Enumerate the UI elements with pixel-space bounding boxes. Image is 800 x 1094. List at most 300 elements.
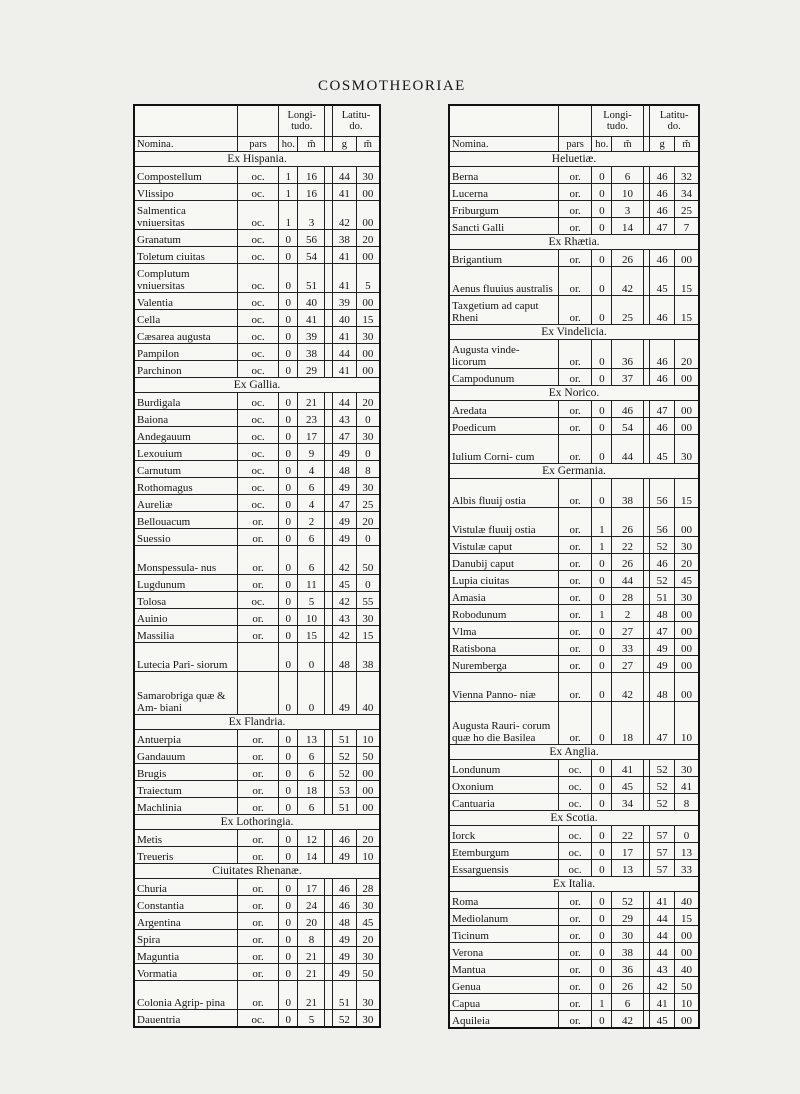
place-name: Aenus fluuius australis [449,267,558,296]
spacer-cell [643,508,650,537]
place-name: Cella [134,310,238,327]
longitude-minutes-cell: 13 [298,730,325,747]
pars-cell: oc. [238,247,279,264]
spacer-cell [643,673,650,702]
longitude-minutes-cell: 15 [298,626,325,643]
longitude-hours-cell: 0 [279,896,298,913]
pars-cell: or. [558,167,591,184]
spacer-cell [643,977,650,994]
place-name: Machlinia [134,798,238,815]
pars-cell: oc. [238,427,279,444]
latitude-minutes-cell: 00 [356,344,380,361]
longitude-minutes-cell: 33 [612,639,643,656]
place-name: Mediolanum [449,909,558,926]
spacer-cell [325,747,333,764]
section-header-row [134,378,380,393]
table-row [134,964,380,981]
place-name: Bellouacum [134,512,238,529]
latitude-minutes-cell: 20 [356,393,380,410]
longitude-minutes-cell: 29 [298,361,325,378]
latitude-minutes-cell: 30 [356,1010,380,1028]
place-name: Vistulæ caput [449,537,558,554]
spacer-cell [643,960,650,977]
header-spacer [325,137,333,152]
latitude-degrees-cell: 47 [650,401,675,418]
spacer-cell [325,781,333,798]
pars-cell [238,672,279,715]
longitude-hours-cell: 0 [592,571,612,588]
table-row [449,994,699,1011]
pars-cell: or. [558,673,591,702]
latitude-degrees-cell: 48 [332,913,356,930]
pars-cell: or. [558,1011,591,1029]
place-name: Pampilon [134,344,238,361]
longitude-minutes-cell: 6 [612,994,643,1011]
spacer-cell [643,571,650,588]
latitude-minutes-cell: 38 [356,643,380,672]
pars-cell: or. [558,554,591,571]
place-name: Churia [134,879,238,896]
latitude-minutes-cell: 15 [674,479,699,508]
table-row [134,879,380,896]
place-name: Londunum [449,760,558,777]
pars-cell: or. [558,201,591,218]
longitude-hours-cell: 0 [592,860,612,877]
pars-cell: or. [558,892,591,909]
latitude-minutes-cell: 25 [356,495,380,512]
table-row [134,930,380,947]
pars-cell: oc. [238,495,279,512]
place-name: Samarobriga quæ & Am- biani [134,672,238,715]
latitude-minutes-cell: 00 [356,201,380,230]
place-name: Iulium Corni- cum [449,435,558,464]
pars-cell: oc. [238,361,279,378]
table-row [134,529,380,546]
longitude-hours-cell: 0 [592,167,612,184]
latitude-degrees-cell: 41 [332,184,356,201]
place-name: Mantua [449,960,558,977]
longitude-hours-cell: 1 [279,201,298,230]
section-heading: Ex Hispania. [134,152,380,167]
longitude-hours-cell: 0 [592,267,612,296]
latitude-minutes-cell: 15 [356,626,380,643]
latitude-degrees-cell: 46 [332,879,356,896]
longitude-hours-cell: 0 [592,702,612,745]
place-name: Vienna Panno- niæ [449,673,558,702]
longitude-minutes-cell: 14 [298,847,325,864]
longitude-hours-cell: 0 [279,781,298,798]
latitude-minutes-cell: 8 [356,461,380,478]
longitude-minutes-cell: 22 [612,826,643,843]
latitude-degrees-cell: 41 [332,264,356,293]
latitude-minutes-cell: 00 [356,247,380,264]
place-name: Iorck [449,826,558,843]
pars-cell: or. [238,964,279,981]
longitude-minutes-cell: 44 [612,435,643,464]
latitude-degrees-cell: 42 [650,977,675,994]
longitude-hours-cell: 0 [592,479,612,508]
latitude-degrees-cell: 42 [332,546,356,575]
table-row [449,605,699,622]
place-name: Amasia [449,588,558,605]
latitude-minutes-cell: 00 [674,639,699,656]
latitude-minutes-cell: 0 [356,575,380,592]
table-row [134,293,380,310]
latitude-minutes-cell: 13 [674,843,699,860]
latitude-minutes-cell: 30 [356,609,380,626]
longitude-minutes-cell: 6 [612,167,643,184]
longitude-minutes-cell: 3 [612,201,643,218]
pars-cell: or. [238,879,279,896]
latitude-minutes-cell: 00 [674,605,699,622]
place-name: Augusta Rauri- corum quæ ho die Basilea [449,702,558,745]
spacer-cell [325,964,333,981]
pars-cell: oc. [238,327,279,344]
longitude-minutes-cell: 39 [298,327,325,344]
latitude-minutes-cell: 30 [356,947,380,964]
latitude-degrees-cell: 43 [332,410,356,427]
latitude-minutes-cell: 15 [674,909,699,926]
longitude-minutes-cell: 0 [298,672,325,715]
latitude-degrees-cell: 57 [650,826,675,843]
latitude-degrees-cell: 42 [332,626,356,643]
spacer-cell [325,879,333,896]
latitude-minutes-cell: 20 [674,340,699,369]
place-name: Taxgetium ad caput Rheni [449,296,558,325]
latitude-minutes-cell: 45 [674,571,699,588]
latitude-minutes-cell: 00 [356,184,380,201]
section-heading: Ex Flandria. [134,715,380,730]
place-name: Andegauum [134,427,238,444]
place-name: Lexouium [134,444,238,461]
latitude-minutes-cell: 41 [674,777,699,794]
latitude-degrees-cell: 49 [332,930,356,947]
latitude-minutes-cell: 7 [674,218,699,235]
longitude-minutes-cell: 38 [612,943,643,960]
pars-cell: or. [238,930,279,947]
longitude-hours-cell: 0 [279,730,298,747]
spacer-cell [325,830,333,847]
header-spacer [325,105,333,137]
longitude-hours-cell: 0 [279,529,298,546]
latitude-degrees-cell: 47 [332,427,356,444]
latitude-minutes-cell: 10 [674,994,699,1011]
spacer-cell [643,794,650,811]
longitude-minutes-cell: 3 [298,201,325,230]
latitude-minutes-cell: 32 [674,167,699,184]
spacer-cell [325,293,333,310]
longitude-minutes-cell: 51 [298,264,325,293]
latitude-degrees-cell: 47 [332,495,356,512]
pars-cell: or. [238,764,279,781]
spacer-cell [643,401,650,418]
longitude-minutes-cell: 21 [298,393,325,410]
longitude-hours-cell: 1 [592,994,612,1011]
longitude-hours-cell: 0 [592,639,612,656]
header-spacer [643,137,650,152]
header-pars: pars [238,137,279,152]
table-row [449,794,699,811]
place-name: Nuremberga [449,656,558,673]
latitude-minutes-cell: 30 [356,427,380,444]
table-row [449,977,699,994]
table-row [134,230,380,247]
longitude-hours-cell: 0 [592,777,612,794]
place-name: Baiona [134,410,238,427]
latitude-minutes-cell: 00 [674,1011,699,1029]
table-row [134,592,380,609]
latitude-degrees-cell: 52 [650,571,675,588]
table-row [134,410,380,427]
spacer-cell [325,546,333,575]
spacer-cell [325,798,333,815]
table-row [134,327,380,344]
place-name: Cantuaria [449,794,558,811]
latitude-minutes-cell: 30 [356,327,380,344]
latitude-degrees-cell: 47 [650,622,675,639]
pars-cell: or. [558,622,591,639]
longitude-minutes-cell: 6 [298,478,325,495]
spacer-cell [325,444,333,461]
table-row [449,250,699,267]
table-row [134,361,380,378]
latitude-degrees-cell: 47 [650,218,675,235]
pars-cell: or. [558,537,591,554]
place-name: Metis [134,830,238,847]
spacer-cell [643,218,650,235]
latitude-minutes-cell: 40 [674,892,699,909]
latitude-degrees-cell: 46 [650,418,675,435]
spacer-cell [325,461,333,478]
place-name: Danubij caput [449,554,558,571]
latitude-minutes-cell: 20 [674,554,699,571]
pars-cell: or. [558,977,591,994]
header-spacer [643,105,650,137]
latitude-minutes-cell: 10 [674,702,699,745]
header-ho: ho. [279,137,298,152]
place-name: Spira [134,930,238,947]
longitude-minutes-cell: 27 [612,622,643,639]
longitude-minutes-cell: 56 [298,230,325,247]
longitude-minutes-cell: 26 [612,977,643,994]
longitude-hours-cell: 0 [279,444,298,461]
place-name: Tolosa [134,592,238,609]
latitude-minutes-cell: 33 [674,860,699,877]
header-blank [449,105,558,137]
table-row [134,981,380,1010]
latitude-degrees-cell: 44 [332,344,356,361]
pars-cell: or. [238,730,279,747]
place-name: Compostellum [134,167,238,184]
spacer-cell [325,201,333,230]
table-row [134,427,380,444]
latitude-degrees-cell: 46 [332,830,356,847]
longitude-minutes-cell: 42 [612,673,643,702]
longitude-hours-cell: 0 [279,393,298,410]
latitude-degrees-cell: 52 [650,760,675,777]
longitude-hours-cell: 0 [592,554,612,571]
place-name: Massilia [134,626,238,643]
latitude-minutes-cell: 30 [674,760,699,777]
longitude-hours-cell: 0 [279,672,298,715]
longitude-hours-cell: 0 [592,673,612,702]
latitude-degrees-cell: 51 [332,981,356,1010]
place-name: Treueris [134,847,238,864]
latitude-minutes-cell: 20 [356,230,380,247]
place-name: Ratisbona [449,639,558,656]
pars-cell: or. [558,994,591,1011]
longitude-hours-cell: 0 [279,1010,298,1028]
pars-cell: oc. [558,794,591,811]
longitude-hours-cell: 0 [279,592,298,609]
longitude-minutes-cell: 26 [612,554,643,571]
header-ho: ho. [592,137,612,152]
latitude-minutes-cell: 30 [674,435,699,464]
longitude-minutes-cell: 36 [612,960,643,977]
section-header-row [134,715,380,730]
header-latitudo: Latitu- do. [332,105,380,137]
longitude-minutes-cell: 41 [298,310,325,327]
longitude-minutes-cell: 0 [298,643,325,672]
latitude-degrees-cell: 46 [650,340,675,369]
spacer-cell [325,764,333,781]
longitude-hours-cell: 0 [279,230,298,247]
place-name: Capua [449,994,558,1011]
longitude-minutes-cell: 30 [612,926,643,943]
latitude-degrees-cell: 41 [332,361,356,378]
table-row [134,798,380,815]
section-heading: Ex Germania. [449,464,699,479]
pars-cell: oc. [558,760,591,777]
spacer-cell [643,1011,650,1029]
table-row [449,218,699,235]
spacer-cell [643,296,650,325]
spacer-cell [643,167,650,184]
spacer-cell [643,843,650,860]
longitude-minutes-cell: 44 [612,571,643,588]
right-coordinates-table [448,104,700,1029]
spacer-cell [325,529,333,546]
pars-cell: oc. [238,478,279,495]
section-heading: Ex Scotia. [449,811,699,826]
pars-cell: or. [558,296,591,325]
latitude-degrees-cell: 51 [332,730,356,747]
left-table-body [134,152,380,1028]
longitude-minutes-cell: 13 [612,860,643,877]
latitude-degrees-cell: 53 [332,781,356,798]
place-name: Campodunum [449,369,558,386]
place-name: Robodunum [449,605,558,622]
place-name: Poedicum [449,418,558,435]
place-name: Complutum vniuersitas [134,264,238,293]
table-row [449,843,699,860]
place-name: Brugis [134,764,238,781]
longitude-minutes-cell: 21 [298,964,325,981]
pars-cell: or. [558,639,591,656]
latitude-minutes-cell: 20 [356,512,380,529]
table-row [449,508,699,537]
longitude-minutes-cell: 29 [612,909,643,926]
longitude-minutes-cell: 5 [298,1010,325,1028]
latitude-minutes-cell: 00 [674,673,699,702]
spacer-cell [643,537,650,554]
table-row [134,896,380,913]
latitude-minutes-cell: 00 [674,418,699,435]
latitude-degrees-cell: 46 [332,896,356,913]
longitude-hours-cell: 0 [279,495,298,512]
spacer-cell [643,267,650,296]
latitude-degrees-cell: 49 [332,529,356,546]
longitude-hours-cell: 0 [592,622,612,639]
longitude-minutes-cell: 6 [298,529,325,546]
table-row [449,760,699,777]
pars-cell: oc. [558,860,591,877]
latitude-minutes-cell: 00 [356,293,380,310]
table-row [134,626,380,643]
longitude-hours-cell: 0 [592,418,612,435]
latitude-degrees-cell: 51 [332,798,356,815]
latitude-minutes-cell: 8 [674,794,699,811]
table-row [134,264,380,293]
latitude-degrees-cell: 45 [650,1011,675,1029]
spacer-cell [643,639,650,656]
longitude-minutes-cell: 42 [612,267,643,296]
latitude-minutes-cell: 00 [356,361,380,378]
latitude-degrees-cell: 46 [650,201,675,218]
longitude-hours-cell: 0 [279,461,298,478]
section-heading: Ex Anglia. [449,745,699,760]
spacer-cell [643,826,650,843]
pars-cell: or. [558,702,591,745]
latitude-degrees-cell: 48 [650,605,675,622]
latitude-degrees-cell: 41 [332,247,356,264]
place-name: Dauentria [134,1010,238,1028]
pars-cell: or. [238,546,279,575]
pars-cell: or. [558,656,591,673]
table-row [449,571,699,588]
latitude-degrees-cell: 56 [650,508,675,537]
table-row [134,512,380,529]
table-row [134,310,380,327]
table-row [134,747,380,764]
latitude-degrees-cell: 42 [332,592,356,609]
latitude-degrees-cell: 41 [650,892,675,909]
latitude-minutes-cell: 30 [674,537,699,554]
spacer-cell [325,327,333,344]
spacer-cell [325,167,333,184]
table-row [134,913,380,930]
longitude-hours-cell: 0 [592,909,612,926]
pars-cell: oc. [558,843,591,860]
place-name: Burdigala [134,393,238,410]
spacer-cell [325,913,333,930]
place-name: Lucerna [449,184,558,201]
longitude-minutes-cell: 2 [298,512,325,529]
spacer-cell [643,926,650,943]
longitude-hours-cell: 0 [592,401,612,418]
latitude-degrees-cell: 51 [650,588,675,605]
pars-cell: or. [238,913,279,930]
place-name: Friburgum [449,201,558,218]
table-row [134,730,380,747]
header-m: m̃ [298,137,325,152]
longitude-minutes-cell: 23 [298,410,325,427]
header-latitudo: Latitu- do. [650,105,699,137]
table-row [134,781,380,798]
latitude-degrees-cell: 49 [332,847,356,864]
spacer-cell [325,230,333,247]
header-nomina: Nomina. [449,137,558,152]
